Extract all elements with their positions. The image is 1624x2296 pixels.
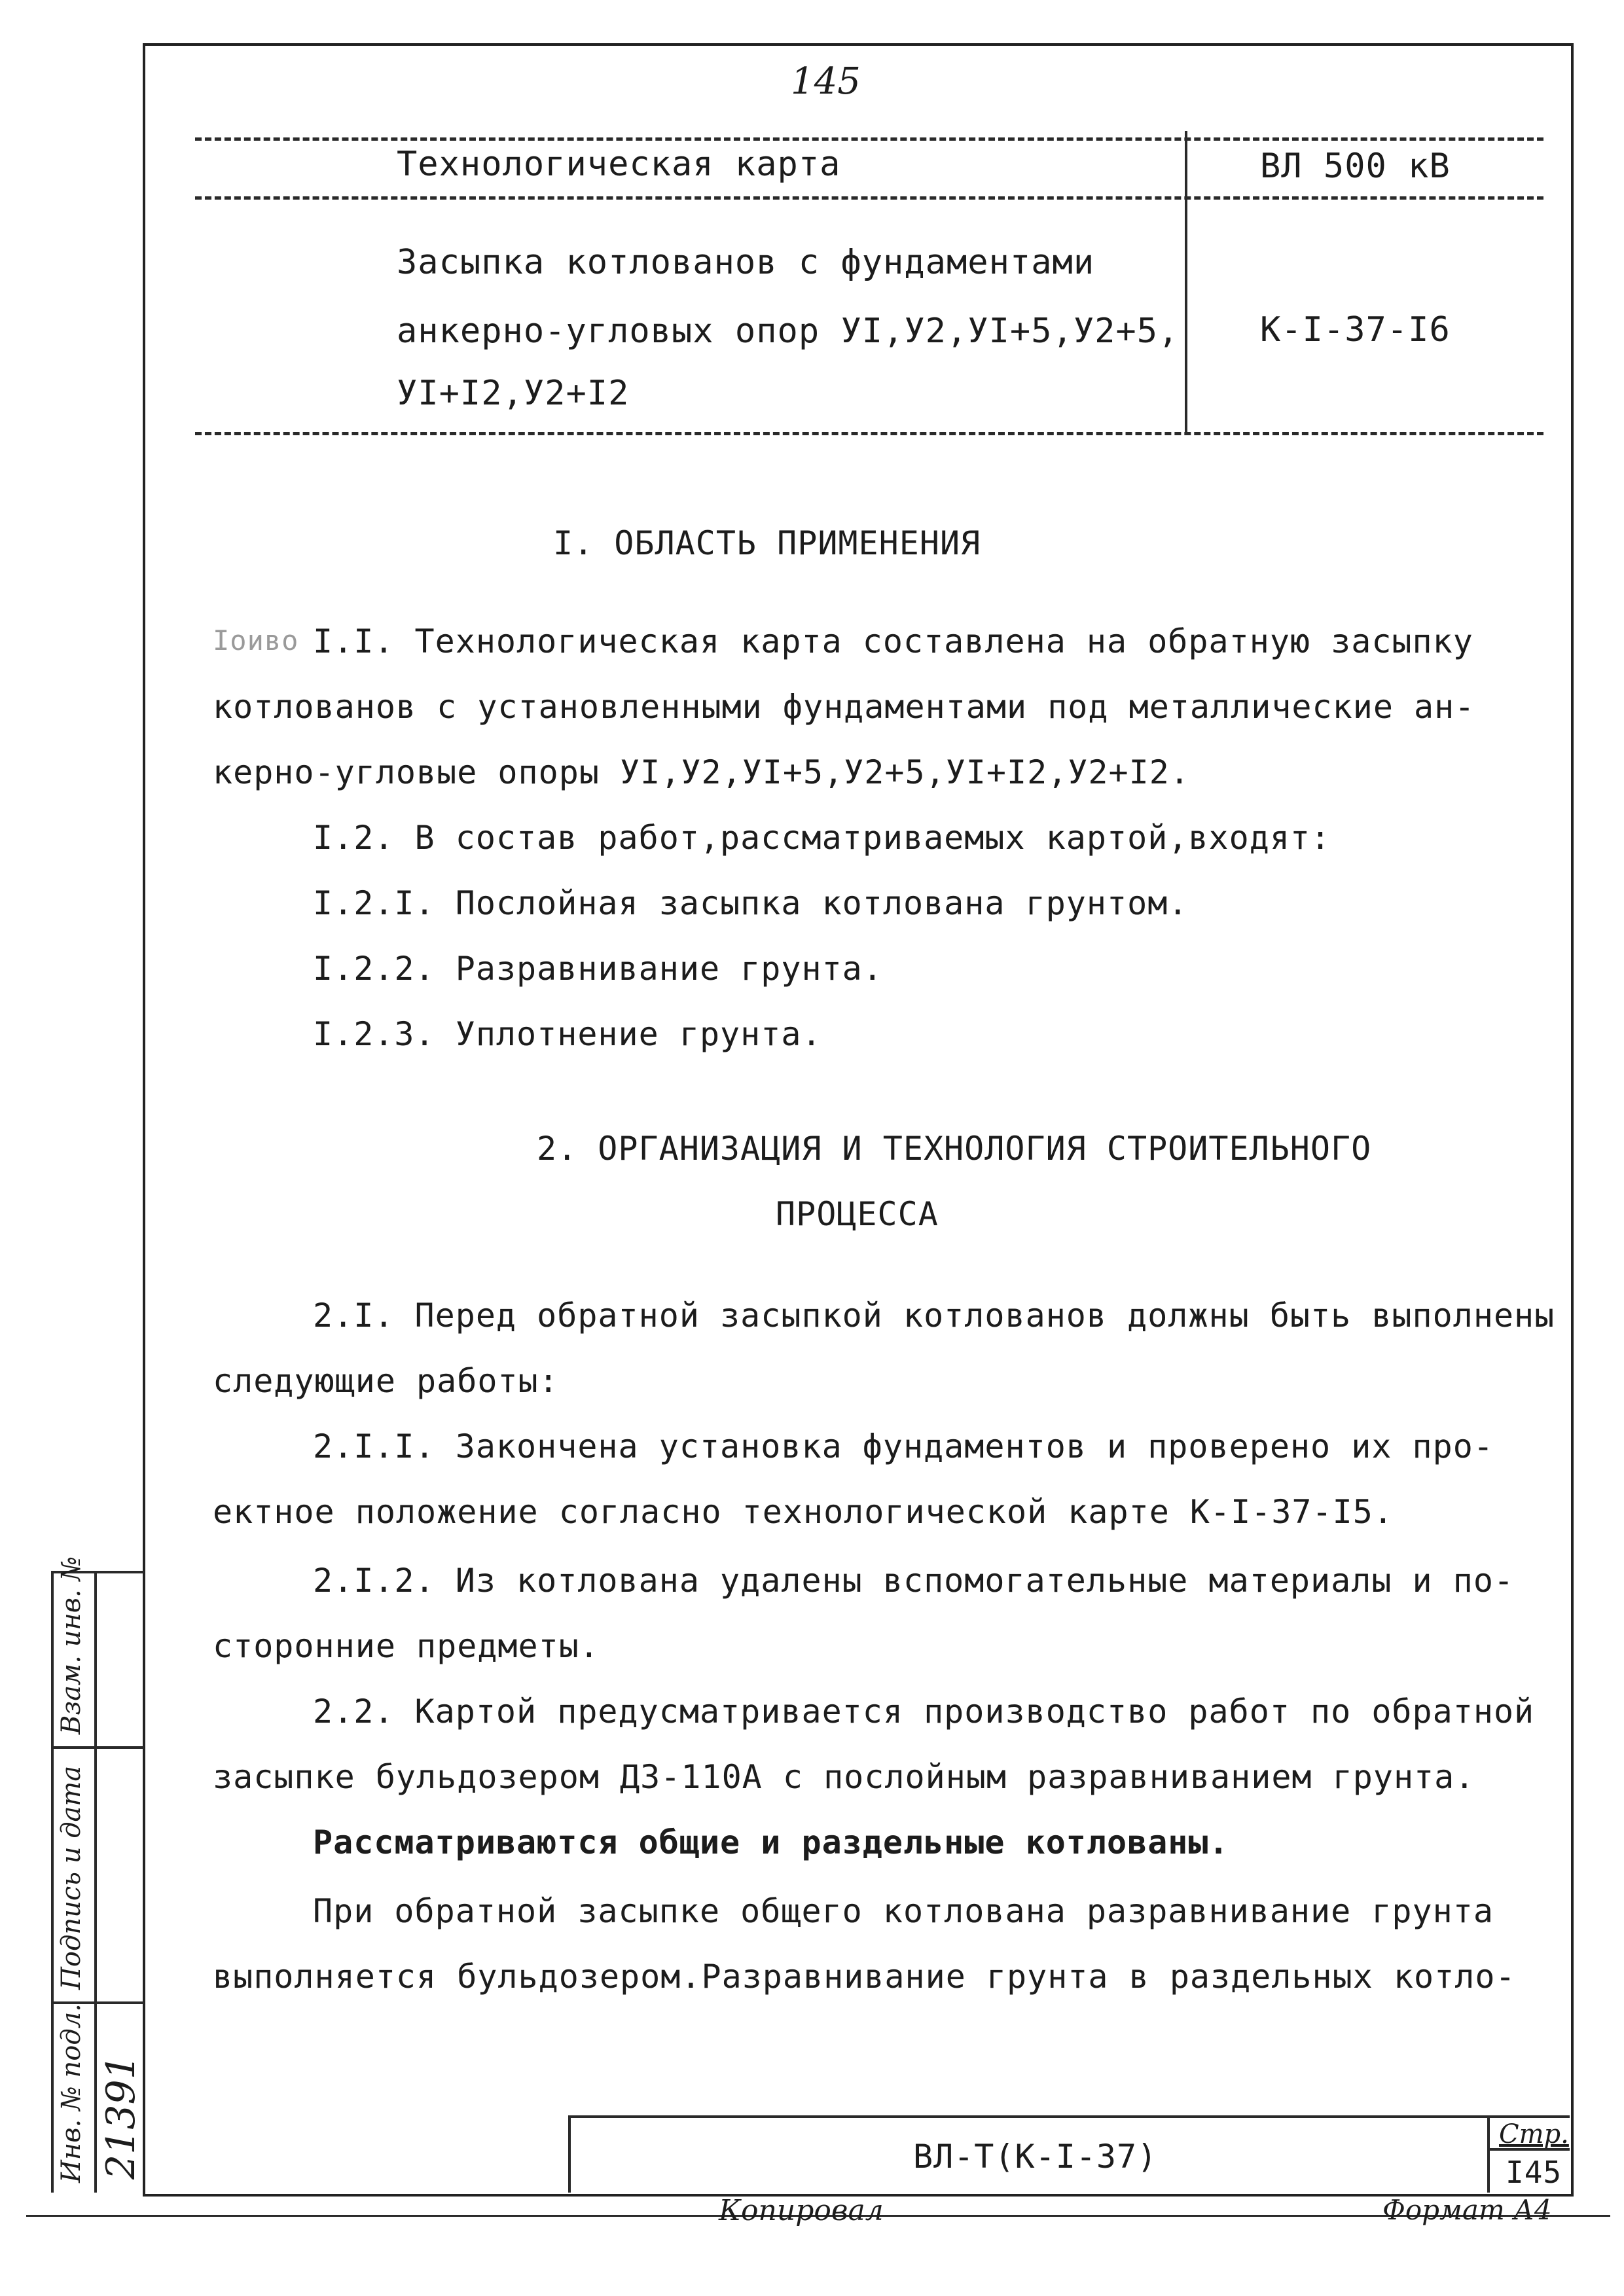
side-signature-label: Подпись и дата	[56, 1765, 86, 1990]
paragraph-line: 2.2. Картой предусматривается производство работ по обратной	[313, 1693, 1535, 1731]
stamp-left-rule	[568, 2115, 571, 2193]
paragraph-line: I.2.I. Послойная засыпка котлована грунтом.	[313, 884, 1189, 922]
handwritten-page-number: 145	[791, 60, 861, 103]
paragraph-line: 2.I.2. Из котлована удалены вспомогательные материалы и по-	[313, 1562, 1515, 1600]
paragraph-line: I.2. В состав работ,рассматриваемых картой,входят:	[313, 819, 1331, 857]
stamp-doc-code: ВЛ-Т(К-I-37)	[913, 2138, 1158, 2176]
paragraph-line: котлованов с установленными фундаментами под металлические ан-	[213, 688, 1475, 726]
section-1-heading: I. ОБЛАСТЬ ПРИМЕНЕНИЯ	[553, 524, 981, 562]
section-2-heading-line-2: ПРОЦЕССА	[776, 1195, 939, 1233]
side-strip-mid-rule	[94, 1571, 97, 2193]
paragraph-line: При обратной засыпке общего котлована разравнивание грунта	[313, 1892, 1494, 1930]
side-vzam-label: Взам. инв. №	[56, 1556, 86, 1734]
side-inv-podl-value: 21391	[98, 2054, 144, 2179]
header-bottom-rule	[195, 432, 1543, 435]
paragraph-line: I.2.2. Разравнивание грунта.	[313, 950, 883, 988]
header-divider	[1185, 131, 1187, 433]
paragraph-line: керно-угловые опоры УI,У2,УI+5,У2+5,УI+I2,У2+I2.	[213, 753, 1190, 791]
header-mid-rule	[195, 196, 1543, 200]
paragraph-line: засыпке бульдозером ДЗ-110А с послойным разравниванием грунта.	[213, 1758, 1475, 1796]
header-line-name: ВЛ 500 кВ	[1260, 147, 1451, 186]
side-strip-rule-1	[51, 1746, 144, 1749]
header-subject-line-3: УI+I2,У2+I2	[397, 374, 630, 413]
margin-smudge: Iоиво	[213, 624, 299, 656]
header-subject-line-2: анкерно-угловых опор УI,У2,УI+5,У2+5,	[397, 312, 1180, 351]
paragraph-line: I.2.3. Уплотнение грунта.	[313, 1015, 822, 1053]
paragraph-line: выполняется бульдозером.Разравнивание грунта в раздельных котло-	[213, 1958, 1516, 1996]
paragraph-line-overprinted: Рассматриваются общие и раздельные котлованы.	[313, 1823, 1229, 1861]
paragraph-line: 2.I. Перед обратной засыпкой котлованов должны быть выполнены	[313, 1297, 1555, 1335]
paragraph-line: сторонние предметы.	[213, 1627, 600, 1665]
header-code: К-I-37-I6	[1260, 310, 1451, 350]
stamp-top-rule	[568, 2115, 1570, 2118]
paragraph-line: ектное положение согласно технологической карте К-I-37-I5.	[213, 1493, 1394, 1531]
footer-copied: Копировал	[719, 2194, 884, 2227]
stamp-page-number: I45	[1506, 2155, 1562, 2190]
stamp-page-label: Стр.	[1499, 2119, 1569, 2149]
page-frame	[143, 43, 1574, 2197]
header-subject-line-1: Засыпка котлованов с фундаментами	[397, 243, 1095, 282]
stamp-page-divider	[1487, 2115, 1490, 2193]
section-2-heading-line-1: 2. ОРГАНИЗАЦИЯ И ТЕХНОЛОГИЯ СТРОИТЕЛЬНОГО	[537, 1130, 1372, 1168]
header-top-rule	[195, 137, 1543, 141]
paragraph-line: I.I. Технологическая карта составлена на обратную засыпку	[313, 622, 1473, 660]
paragraph-line: следующие работы:	[213, 1362, 559, 1400]
footer-format: Формат А4	[1382, 2194, 1552, 2226]
side-strip-left-rule	[51, 1571, 54, 2193]
paragraph-line: 2.I.I. Закончена установка фундаментов и проверено их про-	[313, 1427, 1494, 1465]
side-inv-podl-label: Инв. № подл.	[56, 2003, 86, 2183]
header-title: Технологическая карта	[397, 145, 841, 184]
